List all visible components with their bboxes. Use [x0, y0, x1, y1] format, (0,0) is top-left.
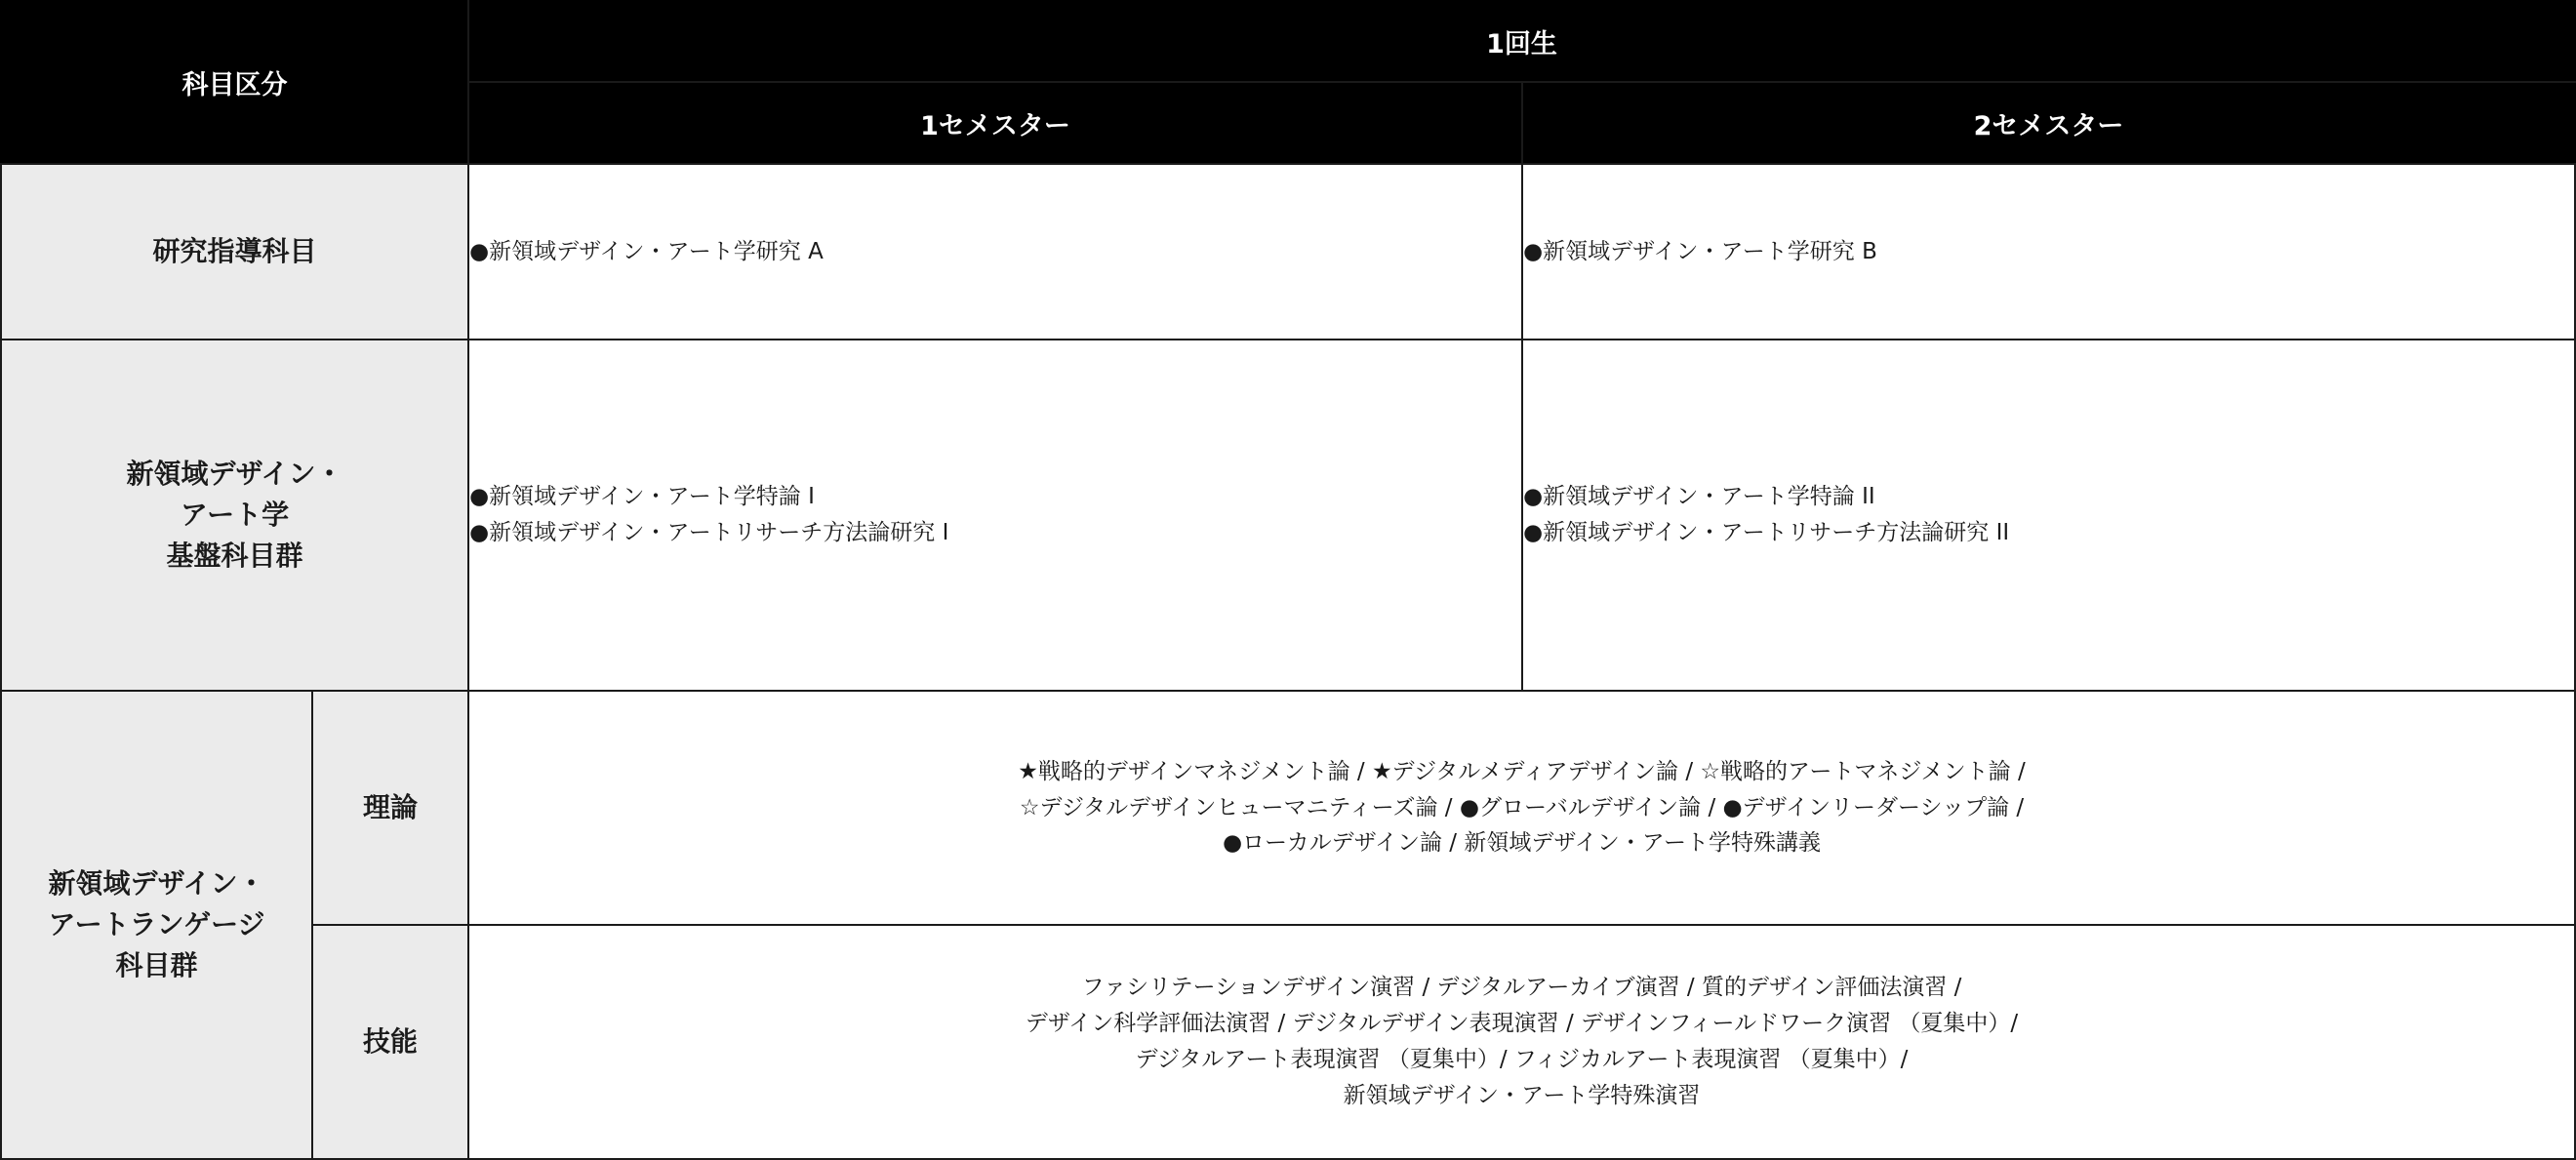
- theory-courses-cell: [468, 691, 2575, 925]
- language-category-label: [1, 691, 312, 1159]
- semester2-header: 2セメスター: [1522, 82, 2575, 164]
- research-category-label: 研究指導科目: [1, 164, 468, 340]
- theory-subcategory-label: 理論: [312, 691, 468, 925]
- semester1-header: 1セメスター: [468, 82, 1522, 164]
- research-row: [1, 164, 2575, 340]
- course-item: ●新領域デザイン・アートリサーチ方法論研究 II: [1523, 520, 2010, 545]
- course-line: デジタルアート表現演習 （夏集中）/ フィジカルアート表現演習 （夏集中）/: [1135, 1047, 1909, 1072]
- course-item: ●新領域デザイン・アート学特論 II: [1523, 484, 1875, 510]
- course-line: ファシリテーションデザイン演習 / デジタルアーカイブ演習 / 質的デザイン評価法演習 /: [1081, 975, 1962, 1001]
- theory-row: [1, 691, 2575, 925]
- category-header: 科目区分: [1, 1, 468, 164]
- course-line: ●ローカルデザイン論 / 新領域デザイン・アート学特殊講義: [1222, 830, 1822, 857]
- research-sem1-cell: [468, 164, 1522, 340]
- year-header: 1回生: [468, 1, 2575, 82]
- research-sem2-cell: [1522, 164, 2575, 340]
- category-label-line: 新領域デザイン・: [126, 458, 343, 490]
- course-item: ●新領域デザイン・アートリサーチ方法論研究 I: [469, 520, 949, 545]
- category-label-line: アート学: [180, 499, 290, 531]
- course-line: ★戦略的デザインマネジメント論 / ★デジタルメディアデザイン論 / ☆戦略的アートマネジメント論 /: [1018, 758, 2026, 784]
- category-label-line: アートランゲージ: [48, 908, 265, 940]
- course-line: デザイン科学評価法演習 / デジタルデザイン表現演習 / デザインフィールドワーク演習 （夏集中）/: [1025, 1011, 2019, 1037]
- category-label-line: 新領域デザイン・: [48, 867, 265, 900]
- category-label-line: 科目群: [115, 949, 198, 981]
- basic-sem2-cell: [1522, 340, 2575, 691]
- basic-sem1-cell: [468, 340, 1522, 691]
- course-item: ●新領域デザイン・アート学特論 I: [469, 484, 815, 510]
- skill-subcategory-label: 技能: [312, 925, 468, 1159]
- category-label-line: 基盤科目群: [166, 540, 303, 572]
- basic-row: [1, 340, 2575, 691]
- course-line: ☆デジタルデザインヒューマニティーズ論 / ●グローバルデザイン論 / ●デザインリーダーシップ論 /: [1019, 794, 2025, 820]
- basic-category-label: [1, 340, 468, 691]
- skill-courses-cell: [468, 925, 2575, 1159]
- course-line: 新領域デザイン・アート学特殊演習: [1343, 1082, 1701, 1108]
- header-row-year: [1, 1, 2575, 82]
- course-item: ●新領域デザイン・アート学研究 A: [469, 238, 824, 264]
- course-item: ●新領域デザイン・アート学研究 B: [1523, 238, 1877, 264]
- skill-row: [1, 925, 2575, 1159]
